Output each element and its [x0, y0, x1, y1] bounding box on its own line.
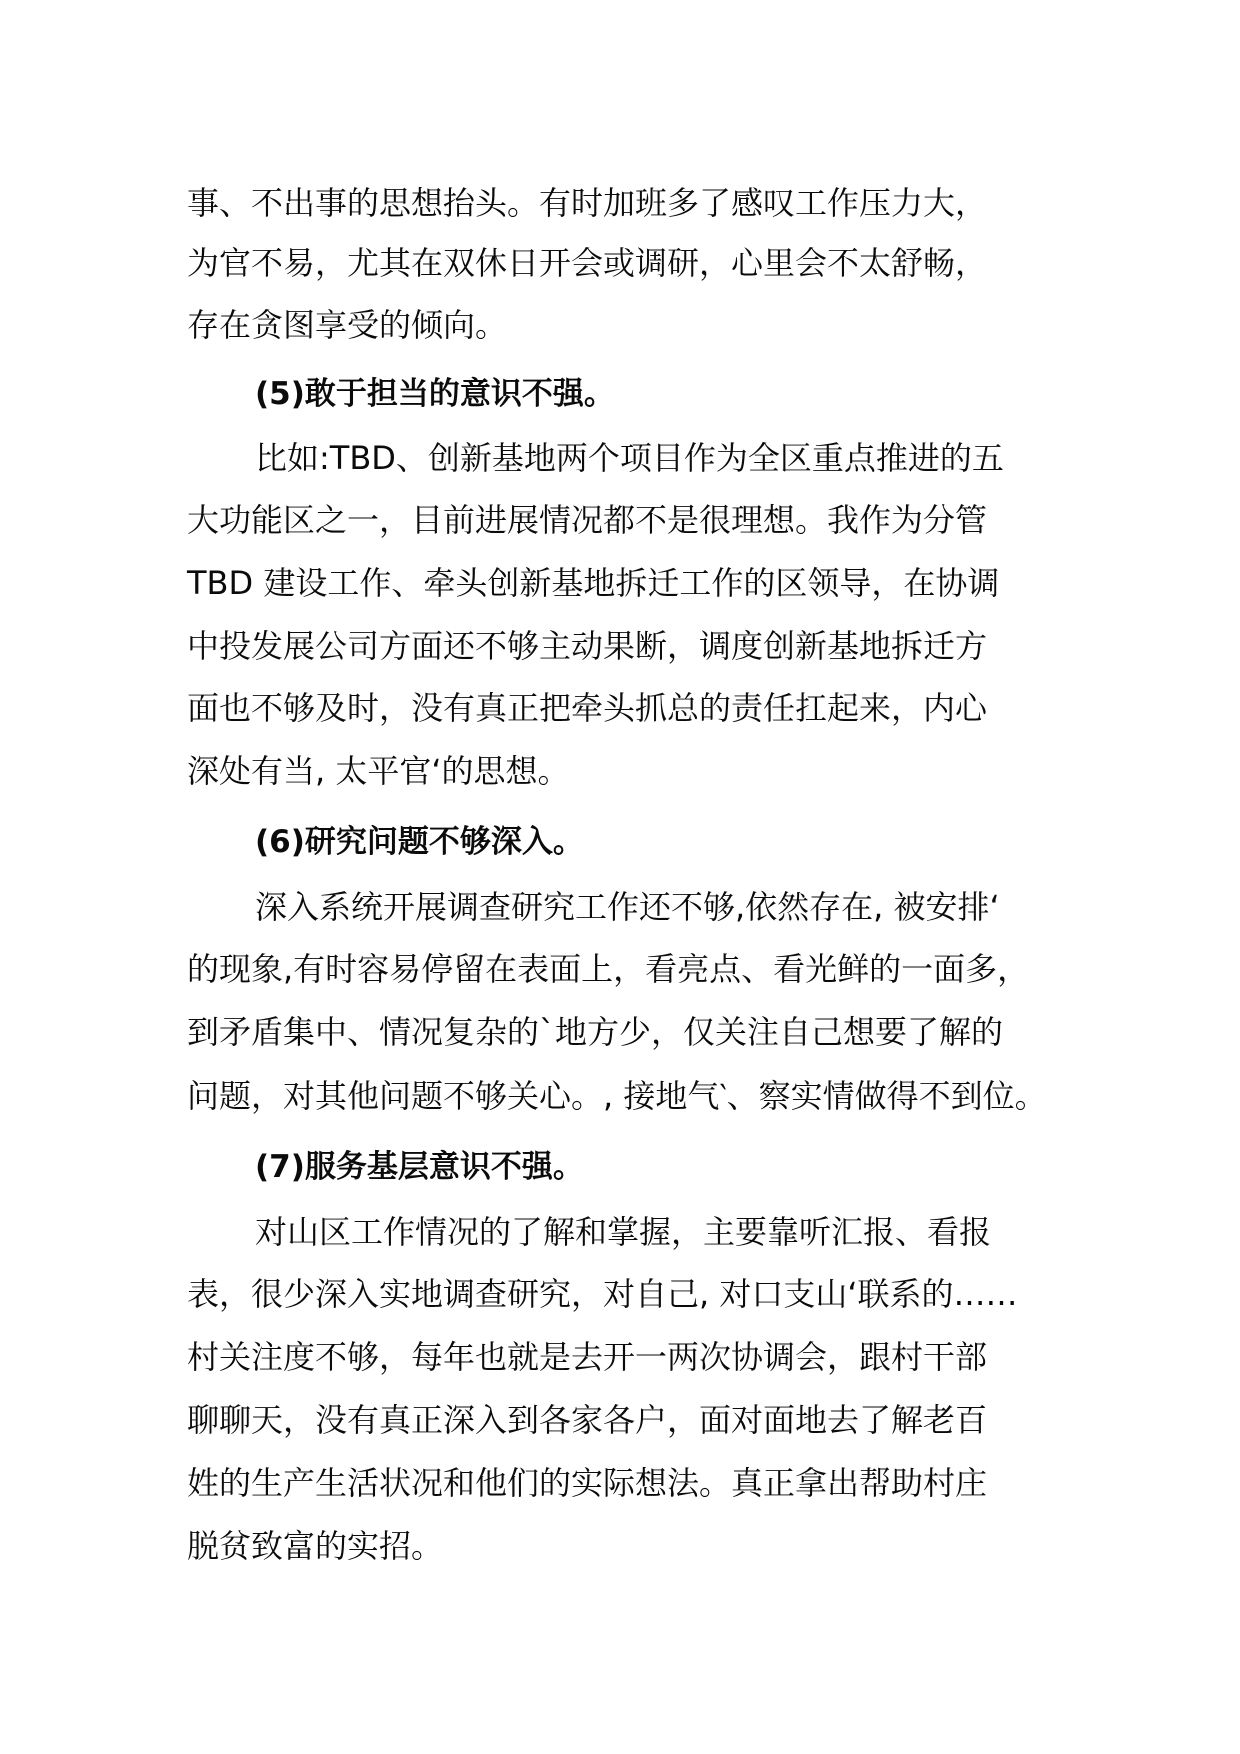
body-text-line: 姓的生产生活状况和他们的实际想法。真正拿出帮助村庄	[187, 1464, 988, 1502]
body-text-line: 存在贪图享受的倾向。	[187, 306, 508, 344]
body-text-line: 表，很少深入实地调查研究，对自己, 对口支山‘联系的……	[187, 1275, 1018, 1313]
body-text-line: 对山区工作情况的了解和掌握，主要靠听汇报、看报	[255, 1213, 992, 1251]
body-text-line: 聊聊天，没有真正深入到各家各户，面对面地去了解老百	[187, 1401, 988, 1439]
section-heading-5: (5)敢于担当的意识不强。	[255, 376, 615, 412]
body-text-line: 到矛盾集中、情况复杂的`地方少，仅关注自己想要了解的	[187, 1013, 1004, 1051]
body-text-line: TBD 建设工作、牵头创新基地拆迁工作的区领导，在协调	[187, 564, 1000, 602]
body-text-line: 深入系统开展调查研究工作还不够,依然存在, 被安排‘	[255, 888, 1000, 926]
body-text-line: 问题，对其他问题不够关心。, 接地气‵、察实情做得不到位。	[187, 1077, 1047, 1115]
body-text-line: 比如:TBD、创新基地两个项目作为全区重点推进的五	[255, 439, 1004, 477]
section-heading-6: (6)研究问题不够深入。	[255, 824, 584, 860]
body-text-line: 大功能区之一，目前进展情况都不是很理想。我作为分管	[187, 501, 988, 539]
body-text-line: 中投发展公司方面还不够主动果断，调度创新基地拆迁方	[187, 627, 988, 665]
body-text-line: 脱贫致富的实招。	[187, 1527, 444, 1565]
body-text-line: 村关注度不够，每年也就是去开一两次协调会，跟村干部	[187, 1338, 988, 1376]
body-text-line: 深处有当, 太平官‘的思想。	[187, 752, 570, 790]
body-text-line: 事、不出事的思想抬头。有时加班多了感叹工作压力大，	[187, 184, 988, 222]
body-text-line: 面也不够及时，没有真正把牵头抓总的责任扛起来，内心	[187, 689, 988, 727]
body-text-line: 为官不易，尤其在双休日开会或调研，心里会不太舒畅，	[187, 244, 988, 282]
body-text-line: 的现象,有时容易停留在表面上，看亮点、看光鲜的一面多，	[187, 950, 1030, 988]
section-heading-7: (7)服务基层意识不强。	[255, 1149, 584, 1185]
